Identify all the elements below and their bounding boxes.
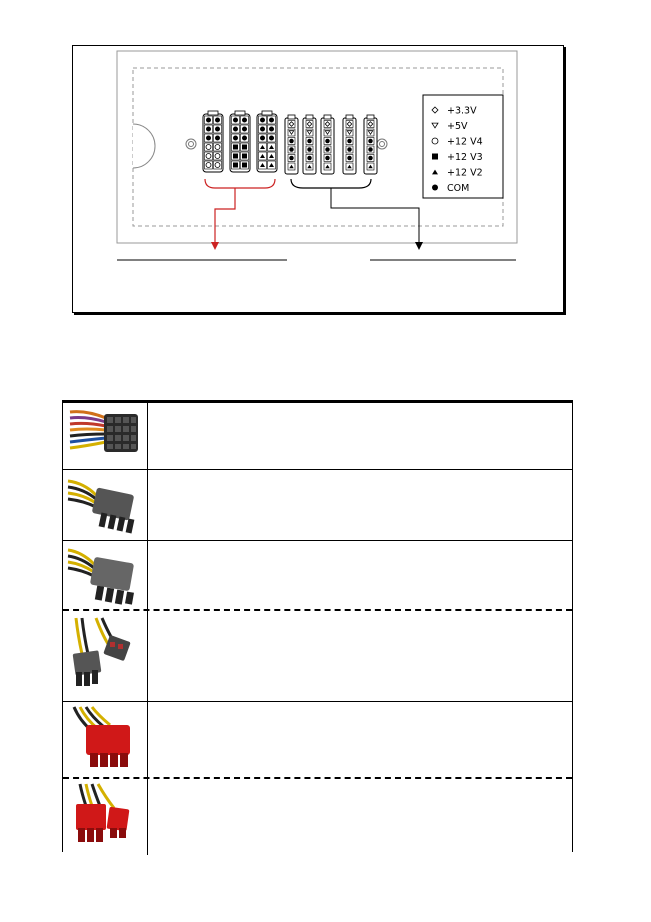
legend-label: +12 V2 (447, 167, 483, 179)
cable-description (149, 611, 572, 701)
pcie-connector (364, 115, 377, 174)
pcie-connector (285, 115, 298, 174)
circle-open-icon (432, 138, 438, 144)
black-arrow-head (415, 242, 423, 250)
modular-panel-diagram (72, 45, 564, 313)
circle-filled-icon (432, 185, 438, 191)
cable-image-cell (63, 611, 148, 701)
pcie-connector (343, 115, 356, 174)
cable-description (149, 403, 572, 469)
mb-connectors-group (203, 111, 277, 172)
cable-image-cell (63, 702, 148, 777)
mb-connector (257, 111, 277, 172)
cable-image-cell (63, 470, 148, 540)
square-filled-icon (432, 154, 438, 160)
cable-row (63, 701, 572, 777)
legend-label: +5V (447, 121, 468, 132)
cable-row (63, 609, 572, 701)
red-pcie-8pin-cable-icon (66, 705, 144, 775)
cable-table (62, 400, 573, 852)
cable-row (63, 469, 572, 540)
legend-label: COM (447, 183, 470, 194)
cable-image-cell (63, 403, 148, 469)
cable-row (63, 540, 572, 609)
cable-description (149, 470, 572, 540)
pcie-connector (321, 115, 334, 174)
cable-image-cell (63, 541, 148, 609)
mb-connector (203, 111, 223, 172)
pcie-connector (303, 115, 316, 174)
modular-panel-svg (73, 46, 563, 312)
cable-image-cell (63, 779, 148, 855)
pcie-8pin-cable-icon (66, 544, 144, 606)
cable-row (63, 403, 572, 469)
eps-8pin-cable-icon (66, 473, 144, 537)
atx-24pin-cable-icon (66, 406, 144, 464)
red-arrow-head (211, 242, 219, 250)
cable-description (149, 779, 572, 855)
pcie-6plus2-cable-icon (66, 614, 144, 698)
red-pcie-6plus2-cable-icon (66, 782, 144, 854)
cable-description (149, 702, 572, 777)
legend-label: +12 V4 (447, 136, 483, 148)
cable-row (63, 777, 572, 855)
legend-label: +3.3V (447, 105, 477, 117)
legend-label: +12 V3 (447, 152, 483, 163)
mb-connector (230, 111, 250, 172)
cable-description (149, 541, 572, 609)
